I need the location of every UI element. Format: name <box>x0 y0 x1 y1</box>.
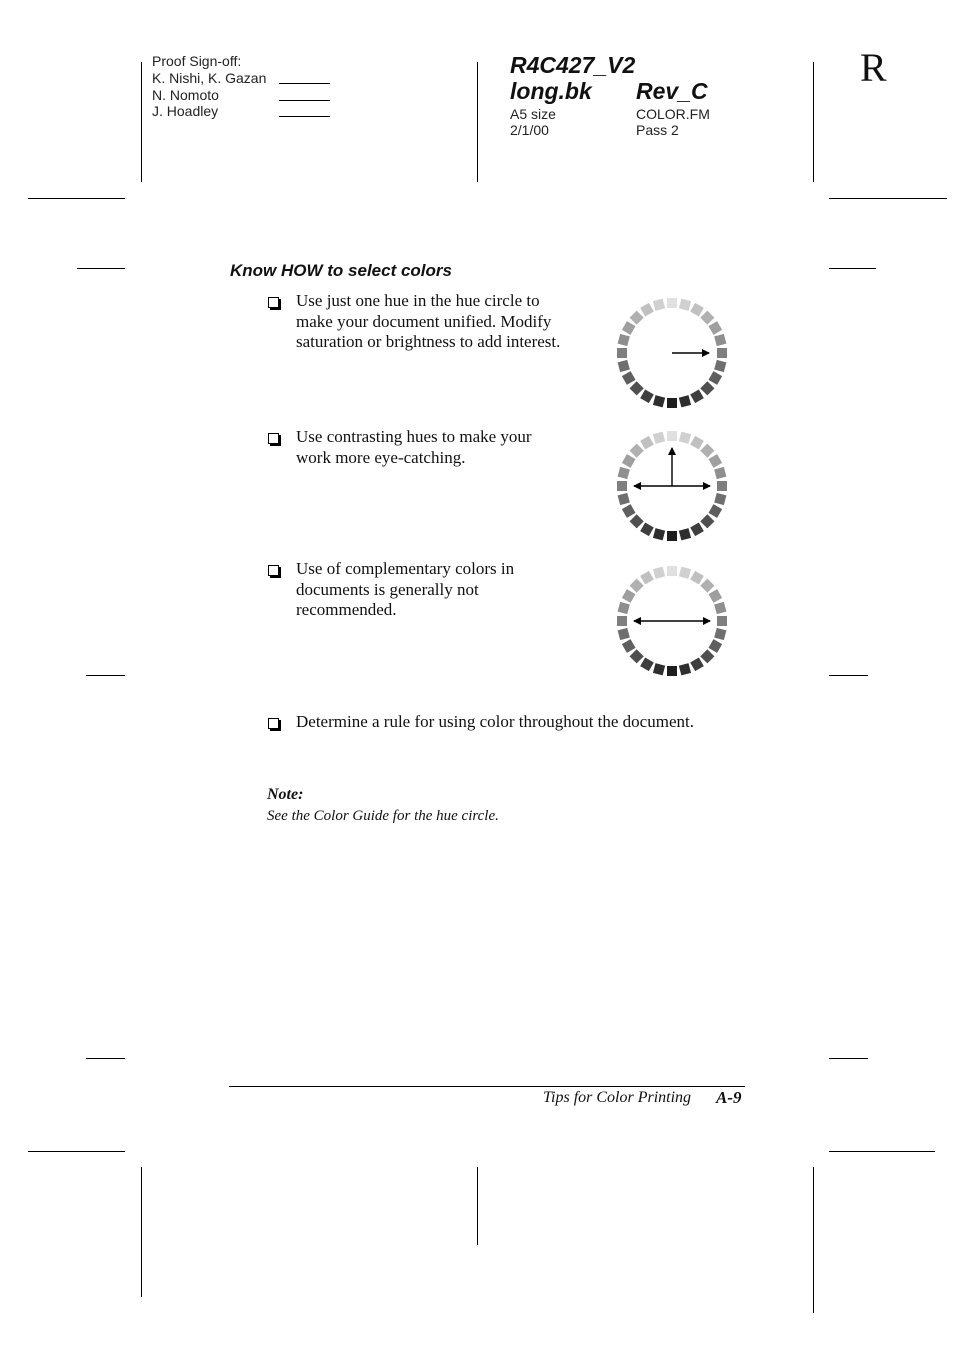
hue-swatch <box>700 514 714 528</box>
hue-swatch <box>690 303 704 317</box>
hue-swatch <box>708 504 722 518</box>
hue-swatch <box>618 628 630 640</box>
hue-swatch <box>714 602 726 614</box>
hue-swatch <box>640 657 654 671</box>
hue-swatch <box>708 454 722 468</box>
signature-line <box>279 83 330 84</box>
file-name: COLOR.FM <box>636 106 710 122</box>
hue-circle-complementary-icon <box>614 563 730 679</box>
hue-swatch <box>714 360 726 372</box>
crop-mark <box>813 62 814 182</box>
crop-mark <box>829 1151 935 1152</box>
hue-swatch <box>630 311 644 325</box>
bullet-icon <box>268 433 279 444</box>
hue-swatch <box>653 299 665 311</box>
footer-rule <box>229 1086 745 1087</box>
hue-swatch <box>653 567 665 579</box>
corner-letter: R <box>860 45 887 90</box>
book-file: long.bk <box>510 78 592 104</box>
bullet-line: documents is generally not <box>296 579 479 599</box>
signoff-name: N. Nomoto <box>152 86 219 103</box>
bullet-line: Use just one hue in the hue circle to <box>296 291 540 310</box>
hue-swatch <box>708 639 722 653</box>
bullet-text <box>296 712 694 733</box>
hue-swatch <box>690 571 704 585</box>
page-size: A5 size <box>510 106 556 122</box>
hue-swatch <box>667 666 677 676</box>
bullet-line: Use of complementary colors in <box>296 559 515 578</box>
hue-swatch <box>640 571 654 585</box>
hue-swatch <box>630 514 644 528</box>
page-number: A-9 <box>716 1088 742 1107</box>
hue-swatch <box>622 371 636 385</box>
hue-swatch <box>708 321 722 335</box>
hue-swatch <box>630 381 644 395</box>
crop-mark <box>28 1151 125 1152</box>
hue-swatch <box>618 334 630 346</box>
hue-swatch <box>667 298 677 308</box>
hue-swatch <box>690 389 704 403</box>
hue-swatch <box>679 567 691 579</box>
bullet-icon <box>268 565 279 576</box>
hue-swatch <box>653 528 665 540</box>
crop-mark <box>829 198 947 199</box>
bullet-text <box>296 291 560 353</box>
crop-mark <box>829 675 868 676</box>
hue-swatch <box>622 454 636 468</box>
hue-swatch <box>630 444 644 458</box>
hue-swatch <box>667 398 677 408</box>
hue-swatch <box>618 467 630 479</box>
hue-swatch <box>618 360 630 372</box>
hue-circle-contrast-icon <box>614 428 730 544</box>
bullet-line: work more eye-catching. <box>296 447 466 467</box>
hue-swatch <box>617 616 627 626</box>
hue-swatch <box>708 371 722 385</box>
hue-swatch <box>653 432 665 444</box>
bullet-line: make your document unified. Modify <box>296 311 552 331</box>
signoff-name: J. Hoadley <box>152 103 219 120</box>
hue-swatch <box>617 481 627 491</box>
hue-swatch <box>700 579 714 593</box>
hue-swatch <box>714 628 726 640</box>
crop-mark <box>28 198 125 199</box>
crop-mark <box>477 62 478 182</box>
hue-swatch <box>679 663 691 675</box>
hue-swatch <box>717 481 727 491</box>
hue-swatch <box>700 381 714 395</box>
signoff-name: K. Nishi, K. Gazan <box>152 69 267 86</box>
crop-mark <box>86 1058 125 1059</box>
hue-swatch <box>714 467 726 479</box>
hue-swatch <box>618 493 630 505</box>
crop-mark <box>86 675 125 676</box>
hue-circle-single-icon <box>614 295 730 411</box>
hue-swatch <box>653 395 665 407</box>
crop-mark <box>829 1058 868 1059</box>
signature-line <box>279 116 330 117</box>
hue-swatch <box>640 303 654 317</box>
bullet-icon <box>268 297 279 308</box>
hue-swatch <box>679 528 691 540</box>
hue-swatch <box>679 395 691 407</box>
hue-swatch <box>630 649 644 663</box>
hue-swatch <box>653 663 665 675</box>
note-text: See the Color Guide for the hue circle. <box>267 808 499 824</box>
hue-swatch <box>700 649 714 663</box>
crop-mark <box>829 268 876 269</box>
pass-number: Pass 2 <box>636 122 679 138</box>
hue-swatch <box>708 589 722 603</box>
bullet-line: saturation or brightness to add interest. <box>296 332 561 351</box>
hue-swatch <box>667 531 677 541</box>
footer-chapter: Tips for Color Printing <box>543 1089 692 1106</box>
bullet-text <box>296 427 532 468</box>
bullet-text <box>296 559 514 621</box>
hue-swatch <box>617 348 627 358</box>
bullet-line: recommended. <box>296 600 397 619</box>
hue-swatch <box>640 522 654 536</box>
revision: Rev_C <box>636 78 708 104</box>
hue-swatch <box>630 579 644 593</box>
hue-swatch <box>622 504 636 518</box>
crop-mark <box>477 1167 478 1245</box>
hue-swatch <box>690 522 704 536</box>
hue-swatch <box>679 432 691 444</box>
hue-swatch <box>717 616 727 626</box>
bullet-line: Use contrasting hues to make your <box>296 427 532 446</box>
bullet-icon <box>268 718 279 729</box>
hue-swatch <box>622 589 636 603</box>
hue-swatch <box>618 602 630 614</box>
hue-swatch <box>679 299 691 311</box>
crop-mark <box>77 268 125 269</box>
note-title: Note: <box>267 786 304 803</box>
hue-swatch <box>667 566 677 576</box>
hue-swatch <box>700 311 714 325</box>
hue-swatch <box>700 444 714 458</box>
doc-code: R4C427_V2 <box>510 52 636 78</box>
hue-swatch <box>714 334 726 346</box>
crop-mark <box>813 1167 814 1313</box>
hue-swatch <box>640 436 654 450</box>
hue-swatch <box>690 436 704 450</box>
hue-swatch <box>714 493 726 505</box>
hue-swatch <box>717 348 727 358</box>
signature-line <box>279 100 330 101</box>
proof-signoff <box>152 53 266 120</box>
signoff-label: Proof Sign-off: <box>152 53 242 69</box>
bullet-line: Determine a rule for using color throughout the document. <box>296 712 694 731</box>
section-heading: Know HOW to select colors <box>230 261 452 280</box>
hue-swatch <box>690 657 704 671</box>
hue-swatch <box>667 431 677 441</box>
crop-mark <box>141 62 142 182</box>
hue-swatch <box>622 639 636 653</box>
hue-swatch <box>622 321 636 335</box>
crop-mark <box>141 1167 142 1297</box>
date: 2/1/00 <box>510 122 549 138</box>
hue-swatch <box>640 389 654 403</box>
